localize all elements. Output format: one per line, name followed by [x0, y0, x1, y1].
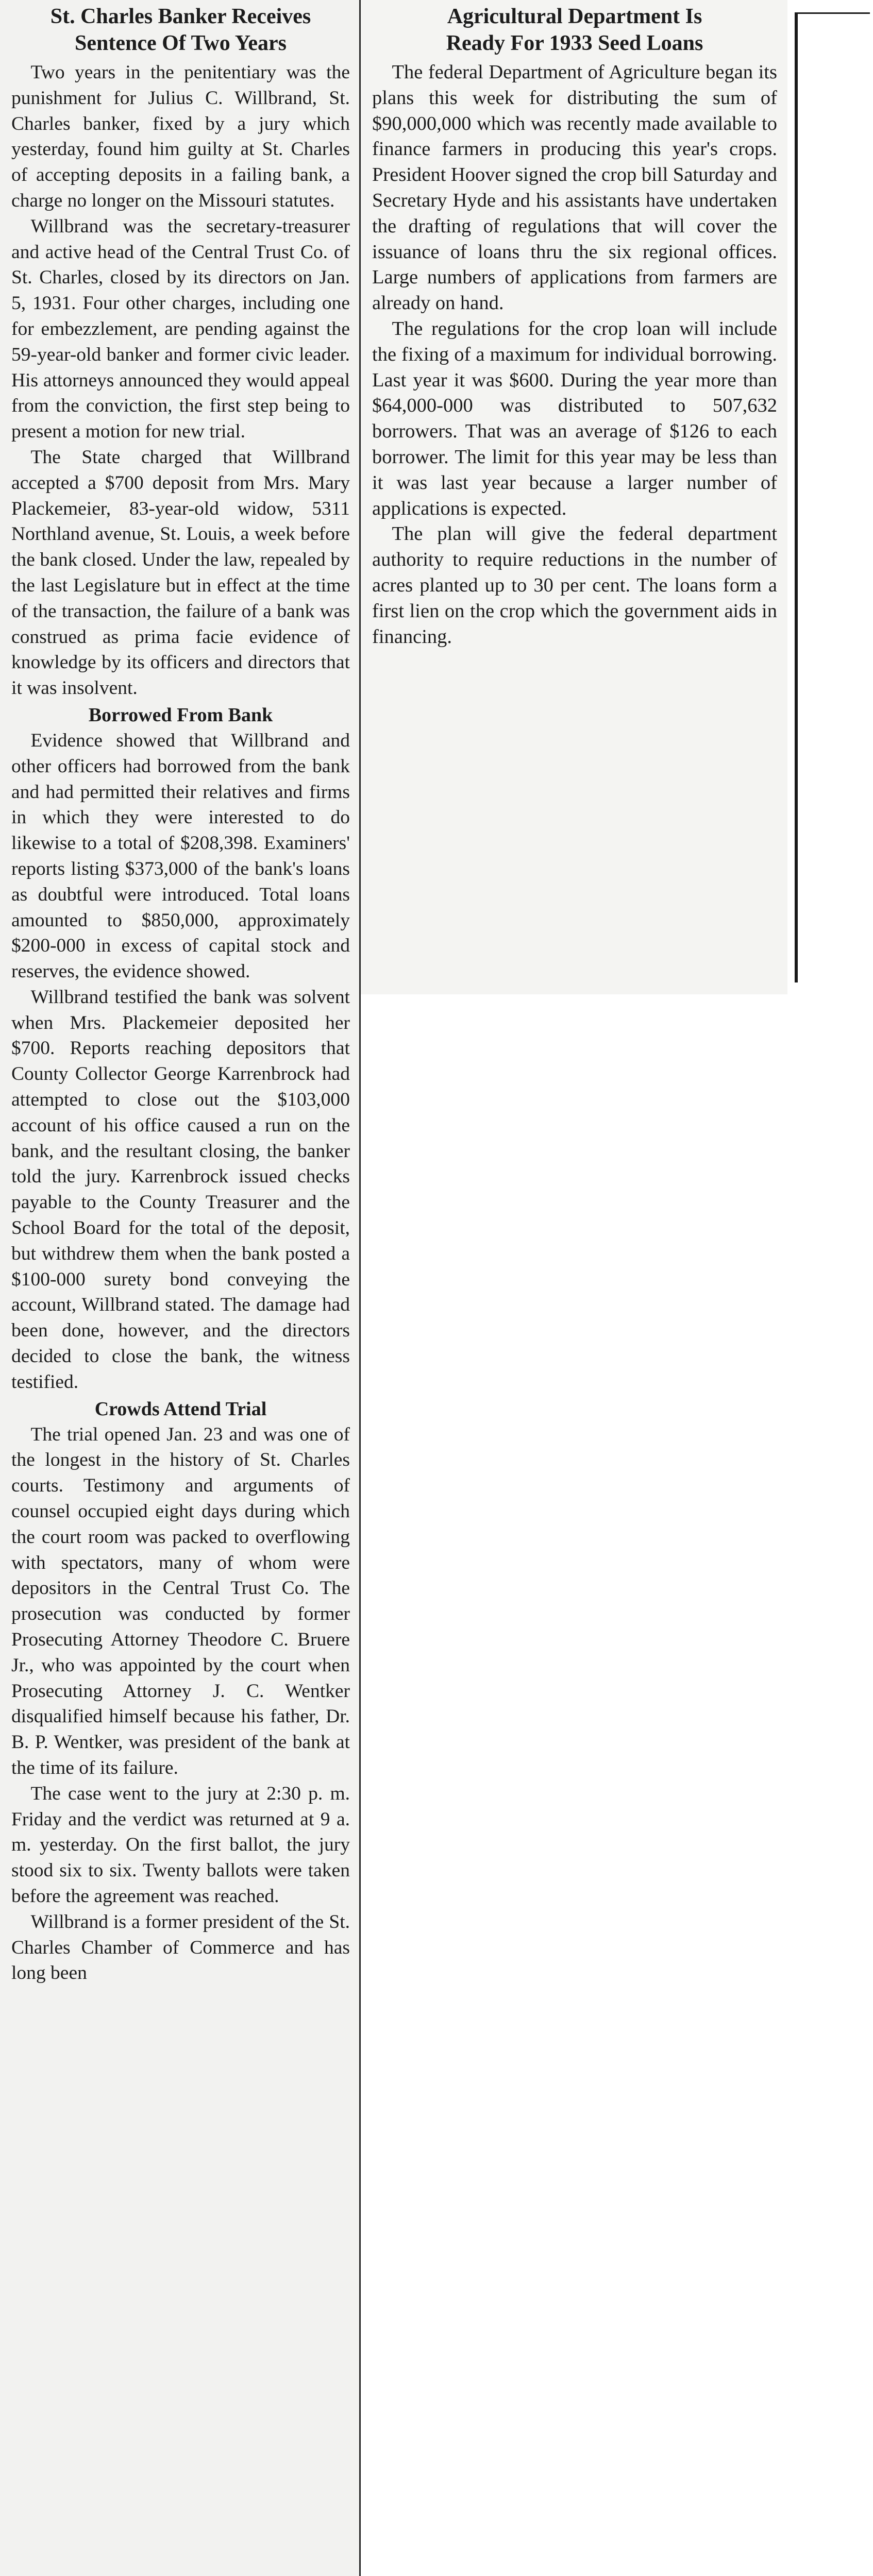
- mid-paragraph: The plan will give the federal department authority to require reductions in the number of acres planted up to 30 per cent. The loans form a first lien on the crop which the government aids in financing.: [372, 523, 777, 648]
- left-paragraph: The State charged that Willbrand accepted a $700 deposit from Mrs. Mary Plackemeier, 83-year-old widow, 5311 Northland avenue, St. Louis, a week before the bank closed. Under the law, repealed by the last Legislature but in effect at the time of the transaction, the failure of a bank was construed as prima facie evidence of knowledge by its officers and directors that it was insolvent.: [11, 446, 350, 699]
- left-column-article: [0, 0, 361, 2576]
- left-paragraph: Evidence showed that Willbrand and other officers had borrowed from the bank and had permitted their relatives and firms in which they were interested to do likewise to a total of $208,398. Examiners' reports listing $373,000 of the bank's loans as doubtful were introduced. Total loans amounted to $850,000, approximately $200-000 in excess of capital stock and reserves, the evidence showed.: [11, 730, 350, 982]
- left-paragraph: Willbrand is a former president of the St. Charles Chamber of Commerce and has long been: [11, 1911, 350, 1984]
- left-paragraph: The trial opened Jan. 23 and was one of the longest in the history of St. Charles courts. Testimony and arguments of counsel occupied eight days during which the court room was packed to overflowing with spectators, many of whom were depositors in the Central Trust Co. The prosecution was conducted by former Prosecuting Attorney Theodore C. Bruere Jr., who was appointed by the court when Prosecuting Attorney J. C. Wentker disqualified himself because his father, Dr. B. P. Wentker, was president of the bank at the time of its failure.: [11, 1423, 350, 1778]
- mid-headline: [372, 3, 777, 57]
- left-paragraph: Willbrand testified the bank was solvent when Mrs. Plackemeier deposited her $700. Reports reaching depositors that County Collector George Karrenbrock had attempted to close out the $103,000 account of his office caused a run on the bank, and the resultant closing, the banker told the jury. Karrenbrock issued checks payable to the County Treasurer and the School Board for the total of the deposit, but withdrew them when the bank posted a $100-000 surety bond conveying the account, Willbrand stated. The damage had been done, however, and the directors decided to close the bank, the witness testified.: [11, 986, 350, 1393]
- column-rule-border: [795, 12, 870, 982]
- left-paragraph: Two years in the penitentiary was the punishment for Julius C. Willbrand, St. Charles banker, fixed by a jury which yesterday, found him guilty at St. Charles of accepting deposits in a failing bank, a charge no longer on the Missouri statutes.: [11, 62, 350, 211]
- mid-paragraph: The federal Department of Agriculture began its plans this week for distributing the sum of $90,000,000 which was recently made available to finance farmers in producing this year's crops. President Hoover signed the crop bill Saturday and Secretary Hyde and his assistants have undertaken the drafting of regulations that will cover the issuance of loans thru the six regional offices. Large numbers of applications from farmers are already on hand.: [372, 61, 777, 314]
- left-headline-line-2: Sentence Of Two Years: [75, 31, 287, 55]
- right-column-fragment: [787, 0, 873, 984]
- mid-headline-line-1: Agricultural Department Is: [447, 5, 702, 28]
- left-subhead-borrowed: Borrowed From Bank: [88, 704, 273, 726]
- mid-headline-line-2: Ready For 1933 Seed Loans: [446, 31, 703, 55]
- left-headline-line-1: St. Charles Banker Receives: [50, 5, 311, 28]
- middle-column-article: [361, 0, 787, 994]
- left-subhead-crowds: Crowds Attend Trial: [94, 1398, 267, 1420]
- left-paragraph: Willbrand was the secretary-treasurer and active head of the Central Trust Co. of St. Charles, closed by its directors on Jan. 5, 1931. Four other charges, including one for embezzlement, are pending against the 59-year-old banker and former civic leader. His attorneys announced they would appeal from the conviction, the first step being to present a motion for new trial.: [11, 215, 350, 443]
- mid-paragraph: The regulations for the crop loan will include the fixing of a maximum for individual borrowing. Last year it was $600. During the year more than $64,000-000 was distributed to 507,632 borrowers. That was an average of $126 to each borrower. The limit for this year may be less than it was last year because a larger number of applications is expected.: [372, 317, 777, 519]
- left-paragraph: The case went to the jury at 2:30 p. m. Friday and the verdict was returned at 9 a. m. yesterday. On the first ballot, the jury stood six to six. Twenty ballots were taken before the agreement was reached.: [11, 1783, 350, 1907]
- left-headline: [11, 3, 350, 57]
